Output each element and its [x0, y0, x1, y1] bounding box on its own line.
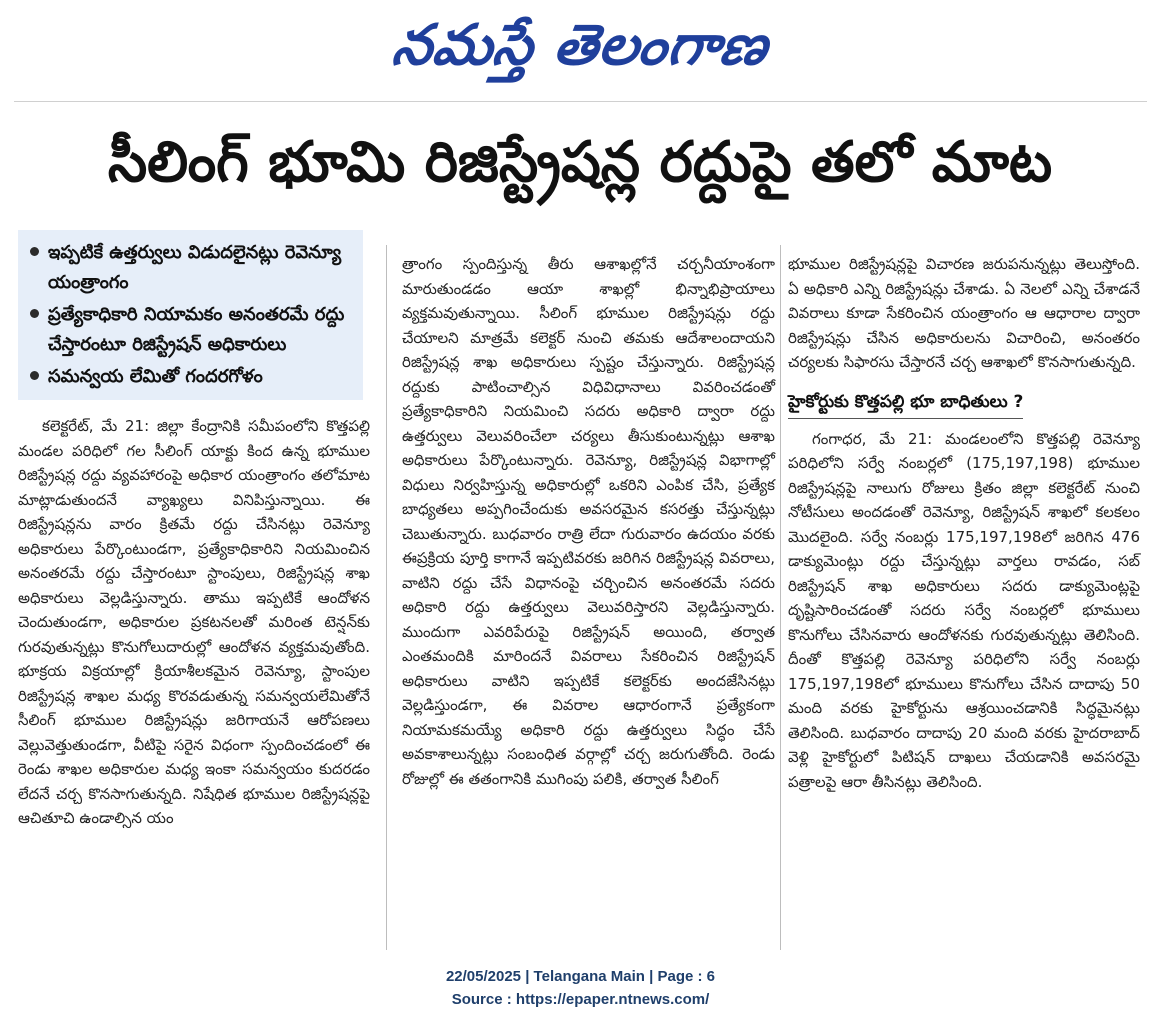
article-paragraph: గంగాధర, మే 21: మండలంలోని కొత్తపల్లి రెవెన్యూ పరిధిలోని సర్వే నంబర్లలో (175,197,198) భూముల రిజిస్ట్రేషన్లపై నాలుగు రోజులు క్రితం జిల్లా కలెక్టరేట్ నుంచి నోటీసులు అందడంతో రెవెన్యూ, రిజిస్ట్రేషన్ శాఖలో కలకలం మొదలైంది. సర్వే నంబర్లు 175,197,198లో జరిగిన 476 డాక్యుమెంట్లు రద్దు చేస్తున్నట్లు వార్తలు రావడం, సబ్ రిజిస్ట్రేషన్ శాఖ అధికారులు సదరు డాక్యుమెంట్లపై దృష్టిసారించడంతో సదరు సర్వే నంబర్లలో భూములు కొనుగోలు చేసినవారు ఆందోళనకు గురవుతున్నట్లు తెలిసింది. దీంతో కొత్తపల్లి రెవెన్యూ పరిధిలోని సర్వే నంబర్లు 175,197,198లో భూములు కొనుగోలు చేసిన దాదాపు 50 మంది వరకు హైకోర్టును ఆశ్రయించడానికి సిద్ధమైనట్లు తెలిసింది. బుధవారం దాదాపు 20 మంది వరకు హైదరాబాద్ వెళ్లి హైకోర్టులో పిటిషన్ దాఖలు చేయడానికి అవసరమై పత్రాలపై ఆరా తీసినట్లు తెలిసింది. [788, 429, 1140, 791]
article-column-3 [788, 252, 1140, 794]
highlights-box [18, 230, 363, 400]
column-divider [780, 245, 781, 950]
footer-source-link[interactable]: Source : https://epaper.ntnews.com/ [451, 991, 710, 1008]
newspaper-logo: నమస్తే తెలంగాణ [388, 13, 773, 78]
article-column-2 [402, 252, 775, 791]
article-paragraph: కలెక్టరేట్, మే 21: జిల్లా కేంద్రానికి సమీపంలోని కొత్తపల్లి మండల పరిధిలో గల సీలింగ్ యాక్టు కింద ఉన్న భూముల రిజిస్ట్రేషన్ల రద్దు వ్యవహారంపై అధికార యంత్రాంగం తలోమాట మాట్లాడుతుందనే వ్యాఖ్యలు వినిపిస్తున్నాయి. ఈ రిజిస్ట్రేషన్లను వారం క్రితమే రద్దు చేసినట్లు రెవెన్యూ అధికారులు పేర్కొంటుండగా, ప్రత్యేకాధికారిని నియమించిన అనంతరమే రద్దు చేస్తారంటూ స్టాంపులు, రిజిస్ట్రేషన్ల శాఖ అధికారులు వెల్లడిస్తున్నారు. తాము ఇప్పటికే ఆందోళన చెందుతుండగా, అధికారుల ప్రకటనలతో మరింత టెన్షన్‌కు గురవుతున్నట్లు కొనుగోలుదారుల్లో ఆందోళన వ్యక్తమవుతోంది. భూక్రయ విక్రయాల్లో క్రియాశీలకమైన రెవెన్యూ, స్టాంపుల రిజిస్ట్రేషన్ల శాఖల మధ్య కొరవడుతున్న సమన్వయలేమితోనే సీలింగ్ భూముల రిజిస్ట్రేషన్లు జరిగాయనే ఆరోపణలు వెల్లువెత్తుతుండగా, వీటిపై సరైన విధంగా స్పందించడంలో ఈ రెండు శాఖల అధికారుల మధ్య ఇంకా సమన్వయం కుదరడం లేదనే చర్చ కొనసాగుతున్నది. నిషేధిత భూముల రిజిస్ట్రేషన్లపై ఆచితూచి ఉండాల్సిన యం [18, 417, 370, 827]
highlight-item: ఇప్పటికే ఉత్తర్వులు విడుదలైనట్లు రెవెన్యూ యంత్రాంగం [28, 238, 353, 298]
highlight-item: సమన్వయ లేమితో గందరగోళం [28, 362, 353, 392]
masthead [0, 0, 1161, 100]
highlight-item: ప్రత్యేకాధికారి నియామకం అనంతరమే రద్దు చేస్తారంటూ రిజిస్ట్రేషన్ అధికారులు [28, 300, 353, 360]
headline: సీలింగ్ భూమి రిజిస్ట్రేషన్ల రద్దుపై తలో మాట [107, 130, 1053, 195]
footer-date-page: 22/05/2025 | Telangana Main | Page : 6 [445, 968, 716, 985]
masthead-divider [14, 101, 1147, 102]
sub-headline: హైకోర్టుకు కొత్తపల్లి భూ బాధితులు ? [788, 389, 1023, 419]
article-paragraph: భూముల రిజిస్ట్రేషన్లపై విచారణ జరుపనున్నట్లు తెలుస్తోంది. ఏ అధికారి ఎన్ని రిజిస్ట్రేషన్లు చేశాడు. ఏ నెలలో ఎన్ని చేశాడనే వివరాలు కూడా సేకరించిన యంత్రాంగం ఆ ఆధారాల ద్వారా రిజిస్ట్రేషన్లు చేసిన అధికారులను విచారించి, అనంతరం చర్యలకు సిఫారసు చేస్తారనే చర్చ ఆశాఖలో కొనసాగుతున్నది. [788, 255, 1140, 371]
column-divider [386, 245, 387, 950]
article-column-1 [18, 230, 370, 831]
page-footer [0, 965, 1161, 1011]
article-paragraph: త్రాంగం స్పందిస్తున్న తీరు ఆశాఖల్లోనే చర్చనీయాంశంగా మారుతుండడం ఆయా శాఖల్లో భిన్నాభిప్రాయాలు వ్యక్తమవుతున్నాయి. సీలింగ్ భూముల రిజిస్ట్రేషన్లు రద్దు చేయాలని మాత్రమే కలెక్టర్ నుంచి తమకు ఆదేశాలందాయని రిజిస్ట్రేషన్ల శాఖ అధికారులు స్పష్టం చేస్తున్నారు. రిజిస్ట్రేషన్ల రద్దుకు పాటించాల్సిన విధివిధానాలు వివరించడంతో ప్రత్యేకాధికారిని నియమించి సదరు అధికారి ద్వారా రద్దు ఉత్తర్వులు వెలువరించేలా చర్యలు తీసుకుంటున్నట్లు ఆశాఖ అధికారులు పేర్కొంటున్నారు. రెవెన్యూ, రిజిస్ట్రేషన్ల విభాగాల్లో విధులు నిర్వహిస్తున్న అధికారుల్లో ఒకరిని ఎంపిక చేసి, ప్రత్యేక బాధ్యతలు అప్పగించేందుకు అవసరమైన కసరత్తు చేస్తున్నట్లు చెబుతున్నారు. బుధవారం రాత్రి లేదా గురువారం ఉదయం వరకు ఈప్రక్రియ పూర్తి కాగానే ఇప్పటివరకు జరిగిన రిజిస్ట్రేషన్ల వివరాలు, వాటిని రద్దు చేసే విధానంపై చర్చించిన అనంతరమే సదరు అధికారి రద్దు ఉత్తర్వులు వెలువరిస్తారని వెల్లడిస్తున్నారు. ముందుగా ఎవరిపేరుపై రిజిస్ట్రేషన్ అయింది, తర్వాత ఎంతమందికి మారిందనే వివరాలు సేకరించిన రిజిస్ట్రేషన్ అధికారులు వాటిని ఇప్పటికే కలెక్టర్‌కు అందజేసినట్లు వెల్లడిస్తుండగా, ఈ వివరాల ఆధారంగానే ప్రత్యేకంగా నియామకమయ్యే అధికారి రద్దు ఉత్తర్వులు సిద్ధం చేసే అవకాశాలున్నట్లు సంబంధిత వర్గాల్లో చర్చ జరుగుతోంది. రెండు రోజుల్లో ఈ తతంగానికి ముగింపు పలికి, తర్వాత సీలింగ్ [402, 255, 775, 788]
